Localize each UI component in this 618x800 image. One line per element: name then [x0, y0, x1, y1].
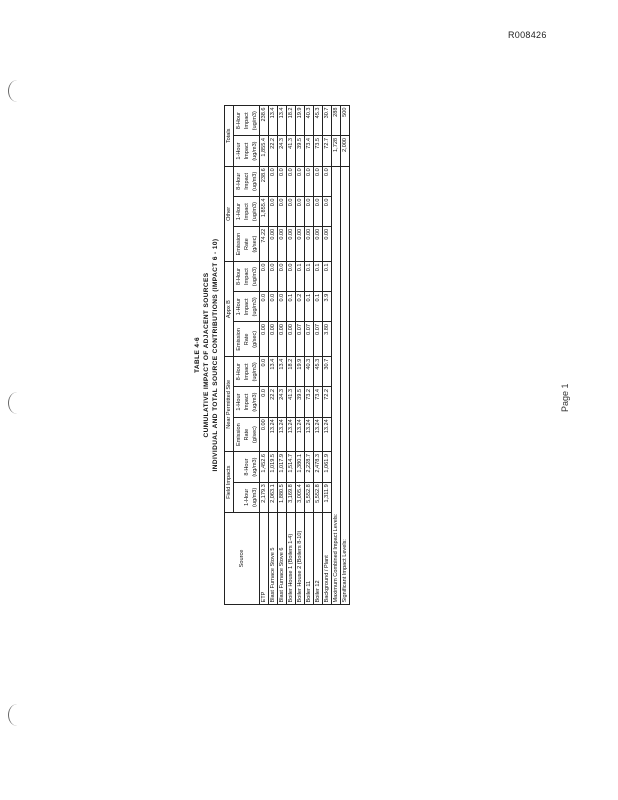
value-cell-o1: 0.00	[287, 227, 296, 262]
value-cell-t2: 18.2	[287, 106, 296, 136]
binder-mark-bottom	[8, 704, 19, 726]
value-cell-f1: 5,552.8	[314, 482, 323, 512]
value-cell-o2: 0.0	[314, 196, 323, 226]
source-cell: Boiler House 2 (Boilers 8-10)	[296, 513, 305, 605]
value-cell-o2: 0.0	[287, 196, 296, 226]
value-cell-a1: 0.07	[305, 322, 314, 357]
totals-label: Maximum Combined Impact Levels:	[332, 166, 341, 604]
subheader-field-1h: 1-Hour (ug/m3)	[234, 482, 260, 512]
value-cell-f2: 2,228.7	[305, 452, 314, 482]
value-cell-t2: 238.6	[260, 106, 269, 136]
value-cell-a3: 0.1	[305, 261, 314, 291]
value-cell-t1: 73.5	[314, 136, 323, 166]
totals-label: Significant Impact Levels:	[341, 166, 350, 604]
subheader-appb-rate: Emission Rate (g/sec)	[234, 322, 260, 357]
source-cell: Blast Furnace Stove 5	[269, 513, 278, 605]
group-totals: Totals	[225, 106, 234, 167]
binder-mark-top	[8, 80, 19, 102]
value-cell-o3: 0.0	[278, 166, 287, 196]
totals-value-t2: 500	[341, 106, 350, 136]
value-cell-t2: 19.9	[296, 106, 305, 136]
value-cell-f2: 1,061.9	[323, 452, 332, 482]
value-cell-t1: 1,855.4	[260, 136, 269, 166]
value-cell-a1: 0.00	[278, 322, 287, 357]
table-row	[314, 106, 323, 605]
value-cell-n2: 24.3	[278, 387, 287, 417]
subheader-near-8h: 8-Hour Impact (ug/m3)	[234, 357, 260, 387]
value-cell-o1: 0.00	[314, 227, 323, 262]
value-cell-n2: 22.2	[269, 387, 278, 417]
source-cell: ETP	[260, 513, 269, 605]
value-cell-a3: 0.0	[269, 261, 278, 291]
value-cell-o1: 0.00	[305, 227, 314, 262]
value-cell-a2: 0.0	[269, 292, 278, 322]
value-cell-n1: 13.24	[278, 417, 287, 452]
table-row	[287, 106, 296, 605]
value-cell-n3: 40.3	[305, 357, 314, 387]
value-cell-a1: 0.00	[287, 322, 296, 357]
value-cell-a3: 0.0	[287, 261, 296, 291]
subheader-total-8h: 8-Hour Impact (ug/m3)	[234, 106, 260, 136]
totals-value-t1: 1,728	[332, 136, 341, 166]
value-cell-n1: 13.24	[323, 417, 332, 452]
source-cell: Blast Furnace Stove 6	[278, 513, 287, 605]
source-header: Source	[225, 513, 260, 605]
value-cell-o1: 0.00	[269, 227, 278, 262]
value-cell-o3: 0.0	[269, 166, 278, 196]
value-cell-a3: 0.1	[323, 261, 332, 291]
value-cell-n1: 13.24	[269, 417, 278, 452]
value-cell-f2: 1,380.1	[296, 452, 305, 482]
binder-mark-middle	[8, 392, 19, 414]
value-cell-t1: 22.2	[269, 136, 278, 166]
value-cell-n3: 19.9	[296, 357, 305, 387]
group-header-row	[225, 106, 234, 605]
group-near: Near Permitted Site	[225, 357, 234, 452]
value-cell-a2: 0.1	[314, 292, 323, 322]
value-cell-t1: 73.4	[305, 136, 314, 166]
subheader-other-rate: Emission Rate (g/sec)	[234, 227, 260, 262]
value-cell-t2: 45.3	[314, 106, 323, 136]
subheader-field-8h: 8-Hour (ug/m3)	[234, 452, 260, 482]
value-cell-a3: 0.0	[278, 261, 287, 291]
table-body	[260, 106, 350, 605]
value-cell-a1: 0.00	[269, 322, 278, 357]
value-cell-n3: 30.7	[323, 357, 332, 387]
value-cell-n3: 13.4	[269, 357, 278, 387]
value-cell-f2: 1,452.6	[260, 452, 269, 482]
value-cell-n1: 13.24	[296, 417, 305, 452]
value-cell-o2: 0.0	[305, 196, 314, 226]
emissions-table	[224, 105, 350, 605]
value-cell-o3: 0.0	[305, 166, 314, 196]
value-cell-o2: 0.0	[278, 196, 287, 226]
value-cell-a2: 0.1	[287, 292, 296, 322]
value-cell-a3: 0.1	[314, 261, 323, 291]
table-row	[305, 106, 314, 605]
value-cell-f1: 1,880.5	[278, 482, 287, 512]
page-label: Page 1	[560, 383, 570, 412]
bates-number: R008426	[508, 30, 547, 40]
subheader-total-1h: 1-Hour Impact (ug/m3)	[234, 136, 260, 166]
value-cell-a2: 3.9	[323, 292, 332, 322]
subheader-near-rate: Emission Rate (g/sec)	[234, 417, 260, 452]
value-cell-n2: 39.5	[296, 387, 305, 417]
source-cell: Background / Plant	[323, 513, 332, 605]
value-cell-f2: 1,017.9	[278, 452, 287, 482]
table-row	[323, 106, 332, 605]
value-cell-o2: 0.0	[323, 196, 332, 226]
subheader-other-8h: 8-Hour Impact (ug/m3)	[234, 166, 260, 196]
value-cell-a2: 0.1	[305, 292, 314, 322]
value-cell-n2: 41.3	[287, 387, 296, 417]
value-cell-f1: 3,005.4	[296, 482, 305, 512]
value-cell-a2: 0.2	[296, 292, 305, 322]
value-cell-a3: 0.0	[260, 261, 269, 291]
value-cell-f1: 2,063.1	[269, 482, 278, 512]
value-cell-o3: 0.0	[314, 166, 323, 196]
value-cell-o2: 1,855.4	[260, 196, 269, 226]
value-cell-n3: 18.2	[287, 357, 296, 387]
value-cell-o1: 74.22	[260, 227, 269, 262]
table-row	[278, 106, 287, 605]
value-cell-n2: 72.2	[323, 387, 332, 417]
value-cell-t2: 30.7	[323, 106, 332, 136]
source-cell: Boiler 12	[314, 513, 323, 605]
source-cell: Boiler 11	[305, 513, 314, 605]
value-cell-n1: 13.24	[287, 417, 296, 452]
value-cell-f2: 1,514.7	[287, 452, 296, 482]
value-cell-n1: 13.24	[314, 417, 323, 452]
value-cell-n2: 73.2	[305, 387, 314, 417]
value-cell-o3: 238.6	[260, 166, 269, 196]
value-cell-n2: 0.0	[260, 387, 269, 417]
group-other: Other	[225, 166, 234, 261]
value-cell-o1: 0.00	[296, 227, 305, 262]
value-cell-n1: 0.00	[260, 417, 269, 452]
value-cell-o3: 0.0	[323, 166, 332, 196]
value-cell-o1: 0.00	[278, 227, 287, 262]
value-cell-t1: 24.3	[278, 136, 287, 166]
value-cell-a1: 0.00	[260, 322, 269, 357]
value-cell-o3: 0.0	[287, 166, 296, 196]
rotated-table-block	[193, 105, 383, 605]
value-cell-f1: 2,179.3	[260, 482, 269, 512]
subheader-other-1h: 1-Hour Impact (ug/m3)	[234, 196, 260, 226]
table-title-line-1: CUMULATIVE IMPACT OF ADJACENT SOURCES	[203, 272, 210, 438]
totals-value-t2: 288	[332, 106, 341, 136]
value-cell-a2: 0.0	[260, 292, 269, 322]
value-cell-o2: 0.0	[269, 196, 278, 226]
value-cell-a1: 0.07	[314, 322, 323, 357]
subheader-appb-1h: 1-Hour Impact (ug/m3)	[234, 292, 260, 322]
value-cell-f1: 1,311.9	[323, 482, 332, 512]
value-cell-t1: 39.5	[296, 136, 305, 166]
value-cell-f2: 2,478.3	[314, 452, 323, 482]
value-cell-a3: 0.1	[296, 261, 305, 291]
value-cell-o1: 0.00	[323, 227, 332, 262]
value-cell-f2: 1,019.5	[269, 452, 278, 482]
group-appb: Appx B	[225, 261, 234, 356]
subheader-near-1h: 1-Hour Impact (ug/m3)	[234, 387, 260, 417]
value-cell-n3: 13.4	[278, 357, 287, 387]
value-cell-t2: 13.4	[269, 106, 278, 136]
value-cell-f1: 3,169.8	[287, 482, 296, 512]
value-cell-n3: 45.3	[314, 357, 323, 387]
subheader-appb-8h: 8-Hour Impact (ug/m3)	[234, 261, 260, 291]
value-cell-t1: 41.3	[287, 136, 296, 166]
totals-row	[341, 106, 350, 605]
value-cell-t1: 72.7	[323, 136, 332, 166]
value-cell-a1: 3.80	[323, 322, 332, 357]
totals-row	[332, 106, 341, 605]
value-cell-o3: 0.0	[296, 166, 305, 196]
value-cell-f1: 5,552.8	[305, 482, 314, 512]
table-titles	[193, 105, 220, 605]
totals-value-t1: 2,000	[341, 136, 350, 166]
table-title-line-2: INDIVIDUAL AND TOTAL SOURCE CONTRIBUTIONS (IMPACT 6 - 10)	[212, 238, 219, 472]
table-row	[269, 106, 278, 605]
value-cell-a2: 0.0	[278, 292, 287, 322]
source-cell: Boiler House 1 (Boilers 1-4)	[287, 513, 296, 605]
table-row	[296, 106, 305, 605]
value-cell-n1: 13.24	[305, 417, 314, 452]
value-cell-a1: 0.07	[296, 322, 305, 357]
group-field: Field Impacts	[225, 452, 234, 513]
table-row	[260, 106, 269, 605]
table-number: TABLE 4-6	[194, 337, 201, 373]
value-cell-t2: 40.3	[305, 106, 314, 136]
value-cell-t2: 13.4	[278, 106, 287, 136]
value-cell-o2: 0.0	[296, 196, 305, 226]
value-cell-n2: 73.4	[314, 387, 323, 417]
value-cell-n3: 0.0	[260, 357, 269, 387]
